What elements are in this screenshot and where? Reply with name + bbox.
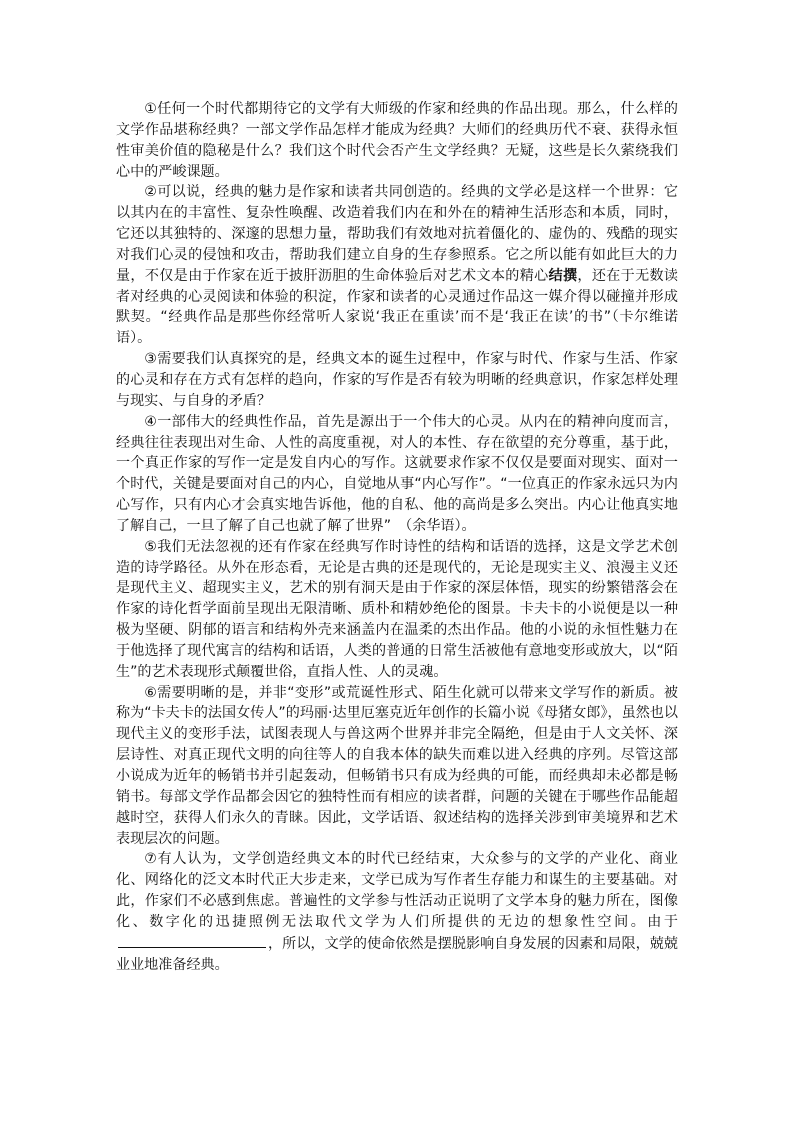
paragraph-3: ③需要我们认真探究的是，经典文本的诞生过程中，作家与时代、作家与生活、作家的心灵和存在方式有怎样的趋向，作家的写作是否有较为明晰的经典意识，作家怎样处理与现实、与自身的矛盾？: [116, 351, 678, 409]
paragraph-7-part-b: ，所以，文学的使命依然是摆脱影响自身发展的因素和局限，兢兢业业地准备经典。: [116, 935, 678, 973]
paragraph-7-part-a: ⑦有人认为，文学创造经典文本的时代已经结束，大众参与的文学的产业化、商业化、网络化的泛文本时代正大步走来，文学已成为写作者生存能力和谋生的主要基础。对此，作家们不必感到焦虑。普遍性的文学参与性活动正说明了文学本身的魅力所在，图像化、数字化的迅捷照例无法取代文学为人们所提供的无边的想象性空间。由于: [116, 851, 678, 930]
paragraph-1: ①任何一个时代都期待它的文学有大师级的作家和经典的作品出现。那么，什么样的文学作品堪称经典？一部文学作品怎样才能成为经典？大师们的经典历代不衰、获得永恒性审美价值的隐秘是什么？我们这个时代会否产生文学经典？无疑，这些是长久萦绕我们心中的严峻课题。: [116, 101, 678, 180]
paragraph-2-part-c: ，还在于无数读者对经典的心灵阅读和体验的积淀，作家和读者的心灵通过作品这一媒介得以碰撞并形成默契。“经典作品是那些你经常听人家说‘我正在重读’而不是‘我正在读’的书”（卡尔维诺语）。: [116, 267, 679, 347]
emphasized-word: 结撰: [548, 267, 578, 284]
paragraph-2-part-a: ②可以说，经典的魅力是作家和读者共同创造的。经典的文学必是这样一个世界：它以其内在的丰富性、复杂性唤醒、改造着我们内在和外在的精神生活形态和本质，同时，它还以其独特的、深邃的思想力量，帮助我们有效地对抗着僵化的、虚伪的、残酷的现实对我们心灵的侵蚀和攻击，帮助我们建立自身的生存参照系。它之所以能有如此巨大的力量，不仅是由于作家在近于披肝沥胆的生命体验后对艺术文本的精心: [116, 184, 678, 284]
paragraph-2: [116, 182, 678, 349]
fill-in-blank[interactable]: [118, 933, 266, 948]
paragraph-5: ⑤我们无法忽视的还有作家在经典写作时诗性的结构和话语的选择，这是文学艺术创造的诗学路径。从外在形态看，无论是古典的还是现代的，无论是现实主义、浪漫主义还是现代主义、超现实主义，艺术的别有洞天是由于作家的深层体悟，现实的纷繁错落会在作家的诗化哲学面前呈现出无限清晰、质朴和精妙绝伦的图景。卡夫卡的小说便是以一种极为坚硬、阴郁的语言和结构外壳来涵盖内在温柔的杰出作品。他的小说的永恒性魅力在于他选择了现代寓言的结构和话语，人类的普通的日常生活被他有意地变形或放大，以“陌生”的艺术表现形式颠覆世俗，直指人性、人的灵魂。: [116, 538, 678, 680]
paragraph-6: ⑥需要明晰的是，并非“变形”或荒诞性形式、陌生化就可以带来文学写作的新质。被称为“卡夫卡的法国女传人”的玛丽·达里厄塞克近年创作的长篇小说《母猪女郎》，虽然也以现代主义的变形手法，试图表现人与兽这两个世界并非完全隔绝，但是由于人文关怀、深层诗性、对真正现代文明的向往等人的自我本体的缺失而难以进入经典的序列。尽管这部小说成为近年的畅销书并引起轰动，但畅销书只有成为经典的可能，而经典却未必都是畅销书。每部文学作品都会因它的独特性而有相应的读者群，问题的关键在于哪些作品能超越时空，获得人们永久的青睐。因此，文学话语、叙述结构的选择关涉到审美境界和艺术表现层次的问题。: [116, 684, 678, 847]
paragraph-4: ④一部伟大的经典性作品，首先是源出于一个伟大的心灵。从内在的精神向度而言，经典往往表现出对生命、人性的高度重视，对人的本性、存在欲望的充分尊重，基于此，一个真正作家的写作一定是发自内心的写作。这就要求作家不仅仅是要面对现实、面对一个时代，关键是要面对自己的内心，自觉地从事“内心写作”。“一位真正的作家永远只为内心写作，只有内心才会真实地告诉他，他的自私、他的高尚是多么突出。内心让他真实地了解自己，一旦了解了自己也就了解了世界” （余华语）。: [116, 413, 678, 534]
paragraph-7: [116, 849, 678, 975]
article-body: [116, 99, 678, 975]
